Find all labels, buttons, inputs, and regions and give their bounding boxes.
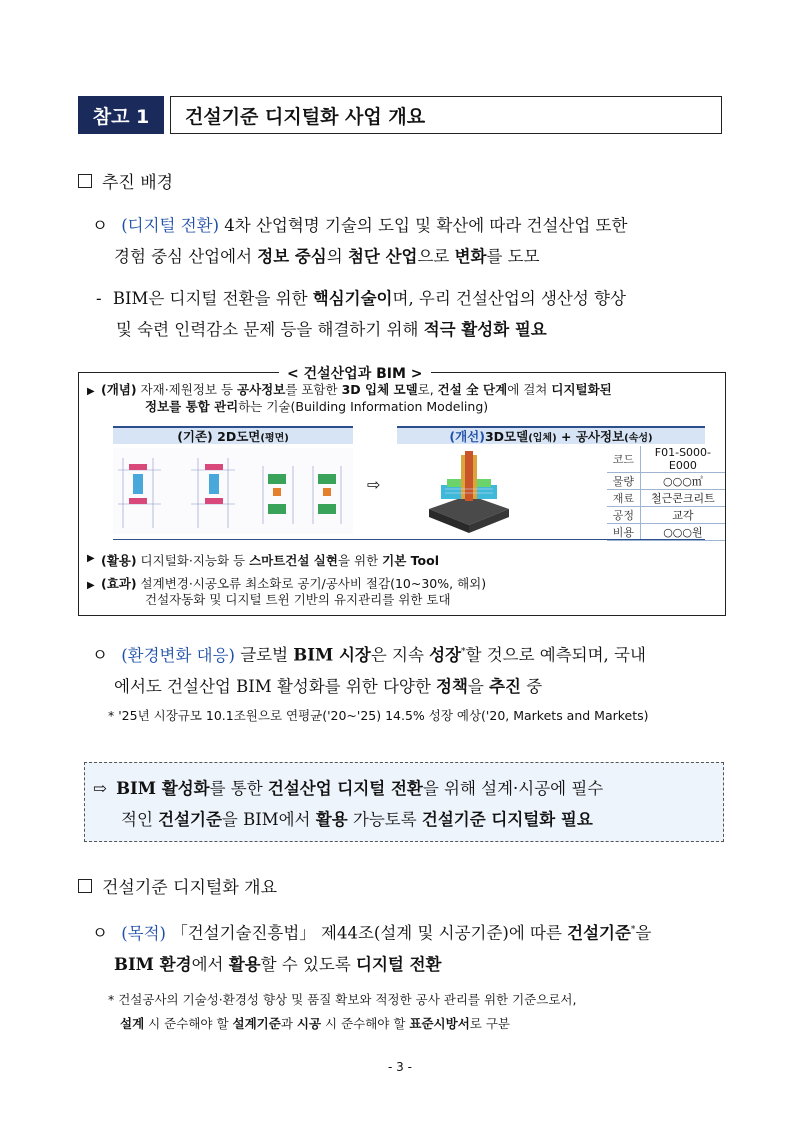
conclusion-callout (84, 762, 724, 842)
table-row (607, 490, 725, 507)
bold-text: 시공 (296, 1016, 322, 1031)
arrow-right-icon: ⇨ (93, 779, 107, 798)
attr-value: ○○○㎥ (640, 473, 725, 490)
attr-value: ○○○원 (640, 524, 725, 541)
text: 를 도모 (486, 247, 540, 266)
3d-model-image (419, 449, 519, 535)
text: 로, (417, 382, 438, 397)
bold-text: 3D 입체 모델 (341, 382, 418, 397)
bold-text: 디지털화된 (551, 382, 612, 397)
attr-key: 코드 (607, 446, 640, 473)
text: 설계변경·시공오류 최소화로 공기/공사비 절감(10~30%, 해외) (136, 576, 487, 591)
bold-text: 적극 활성화 필요 (423, 320, 547, 339)
bim-box-title: < 건설산업과 BIM > (279, 363, 431, 383)
label-use: (활용) (101, 553, 137, 568)
text: 을 (635, 923, 652, 943)
reference-badge: 참고 1 (78, 96, 164, 134)
text: 글로벌 (234, 645, 294, 665)
label-effect: (효과) (101, 576, 137, 591)
bullet-circle: ㅇ (92, 923, 108, 943)
text: 하는 기술(Building Information Modeling) (238, 399, 489, 414)
text: 의 (326, 247, 348, 266)
text: 건설자동화 및 디지털 트윈 기반의 유지관리를 위한 토대 (145, 592, 451, 607)
text: 「건설기술진흥법」 제44조(설계 및 시공기준)에 따른 (165, 923, 568, 943)
text: 중 (521, 676, 543, 696)
text: 할 것으로 예측되며, 국내 (465, 645, 646, 665)
bold-text: 정보를 통합 관리 (145, 399, 239, 414)
bold-text: BIM 환경 (114, 954, 192, 974)
section-title: 추진 배경 (102, 173, 174, 193)
text: (입체) (528, 432, 557, 444)
legacy-2d-heading (113, 426, 353, 444)
arrow-right-icon: ⇨ (367, 475, 381, 494)
improved-3d-heading (397, 426, 705, 444)
checkbox-square-icon (78, 879, 92, 893)
text: 자재·제원정보 등 (136, 382, 237, 397)
bold-text: 변화 (454, 247, 487, 266)
text: 을 위해 설계·시공에 필수 (422, 779, 604, 798)
bold-text: 첨단 산업 (347, 247, 418, 266)
text: 경험 중심 산업에서 (114, 247, 258, 266)
bold-text: 스마트건설 실현 (249, 553, 338, 568)
text: 및 숙련 인력감소 문제 등을 해결하기 위해 (116, 320, 424, 339)
text: BIM은 디지털 전환을 위한 (112, 289, 313, 308)
bold-text: 건설기준 (158, 810, 222, 829)
bold-text: 표준시방서 (409, 1016, 470, 1031)
section-heading-background (78, 168, 173, 193)
text: 에서 (191, 954, 229, 974)
text: (개선) (449, 429, 485, 444)
triangle-bullet-icon: ▶ (87, 553, 95, 564)
bold-text: 정보 중심 (257, 247, 327, 266)
text: 에 걸쳐 (507, 382, 552, 397)
text: 가능토록 (347, 810, 422, 829)
checkbox-square-icon (78, 174, 92, 188)
bold-text: 건설기준 디지털화 필요 (421, 810, 593, 829)
footnote-marker: * (630, 925, 636, 935)
text: (기존) 2D도면 (177, 429, 261, 444)
text: 과 (280, 1016, 297, 1031)
bold-text: 기본 Tool (382, 553, 439, 568)
attr-key: 공정 (607, 507, 640, 524)
bim-info-box (78, 366, 726, 616)
bold-text: 공사정보 (237, 382, 286, 397)
text: 를 포함한 (285, 382, 342, 397)
bullet-dash: - (96, 289, 102, 308)
text: 에서도 건설산업 BIM 활성화를 위한 다양한 (114, 676, 437, 696)
section-heading-overview (78, 873, 277, 898)
attr-value: 철근콘크리트 (640, 490, 725, 507)
use-row (87, 551, 439, 569)
attr-key: 물량 (607, 473, 640, 490)
text: (평면) (260, 432, 289, 444)
tag-environment: (환경변화 대응) (121, 645, 235, 665)
bold-text: 추진 (489, 676, 521, 696)
text: 시 준수해야 할 (144, 1016, 233, 1031)
text: 며, 우리 건설산업의 생산성 향상 (392, 289, 626, 308)
text: 을 (467, 676, 490, 696)
text: + (556, 428, 576, 444)
label-concept: (개념) (101, 382, 137, 397)
bold-text: 건설기준 (567, 923, 631, 943)
model-attribute-table (607, 446, 725, 541)
table-row (607, 446, 725, 473)
bold-text: 핵심기술이 (312, 289, 393, 308)
triangle-bullet-icon: ▶ (87, 386, 95, 397)
text: 으로 (417, 247, 455, 266)
table-row (607, 473, 725, 490)
bold-text: 건설산업 디지털 전환 (267, 779, 423, 798)
text: 로 구분 (469, 1016, 510, 1031)
text: 은 지속 (370, 645, 430, 665)
table-row (607, 524, 725, 541)
page-title: 건설기준 디지털화 사업 개요 (170, 96, 722, 134)
text: 디지털화·지능화 등 (136, 553, 250, 568)
text: (속성) (624, 432, 653, 444)
paragraph-environment-change (92, 637, 732, 702)
bold-text: 활용 (315, 810, 348, 829)
paragraph-digital-transformation (92, 210, 732, 272)
section-title: 건설기준 디지털화 개요 (102, 878, 278, 898)
footnote-marker: * (461, 647, 466, 657)
text: 시 준수해야 할 (321, 1016, 410, 1031)
text: 을 위한 (337, 553, 383, 568)
footnote-market: * '25년 시장규모 10.1조원으로 연평균('20~'25) 14.5% 성장 예상('20, Markets and Markets) (108, 708, 649, 723)
text: 4차 산업혁명 기술의 도입 및 확산에 따라 건설산업 또한 (219, 216, 628, 235)
text: 공사정보 (575, 429, 625, 444)
bold-text: BIM 활성화 (116, 779, 210, 798)
table-row (607, 507, 725, 524)
divider (113, 539, 705, 540)
2d-drawing-image (113, 448, 353, 534)
footnote-standards (108, 988, 576, 1036)
tag-digital-transformation: (디지털 전환) (121, 216, 220, 235)
bold-text: 설계 (120, 1016, 145, 1031)
bullet-circle: ㅇ (92, 216, 108, 235)
text: 3D모델 (484, 429, 529, 444)
bold-text: BIM 시장 (293, 645, 371, 665)
text: 을 BIM에서 (221, 810, 316, 829)
attr-value: 교각 (640, 507, 725, 524)
text: 적인 (121, 810, 159, 829)
paragraph-purpose (92, 915, 732, 980)
paragraph-bim-core (96, 283, 732, 345)
bold-text: 설계기준 (232, 1016, 281, 1031)
bold-text: 디지털 전환 (356, 954, 442, 974)
text: 를 통한 (209, 779, 268, 798)
bold-text: 활용 (228, 954, 261, 974)
attr-key: 재료 (607, 490, 640, 507)
effect-row (87, 576, 486, 608)
text: * 건설공사의 기술성·환경성 향상 및 품질 확보와 적정한 공사 관리를 위한 기준으로서, (108, 992, 577, 1007)
attr-value: F01-S000-E000 (640, 446, 725, 473)
attr-key: 비용 (607, 524, 640, 541)
bold-text: 건설 全 단계 (437, 382, 508, 397)
bold-text: 성장 (429, 645, 462, 665)
bullet-circle: ㅇ (92, 645, 108, 665)
tag-purpose: (목적) (121, 923, 166, 943)
concept-row (87, 381, 717, 415)
triangle-bullet-icon: ▶ (87, 580, 95, 591)
bold-text: 정책 (436, 676, 468, 696)
reference-header (78, 96, 722, 134)
text: 할 수 있도록 (260, 954, 357, 974)
page-number: - 3 - (388, 1060, 412, 1074)
